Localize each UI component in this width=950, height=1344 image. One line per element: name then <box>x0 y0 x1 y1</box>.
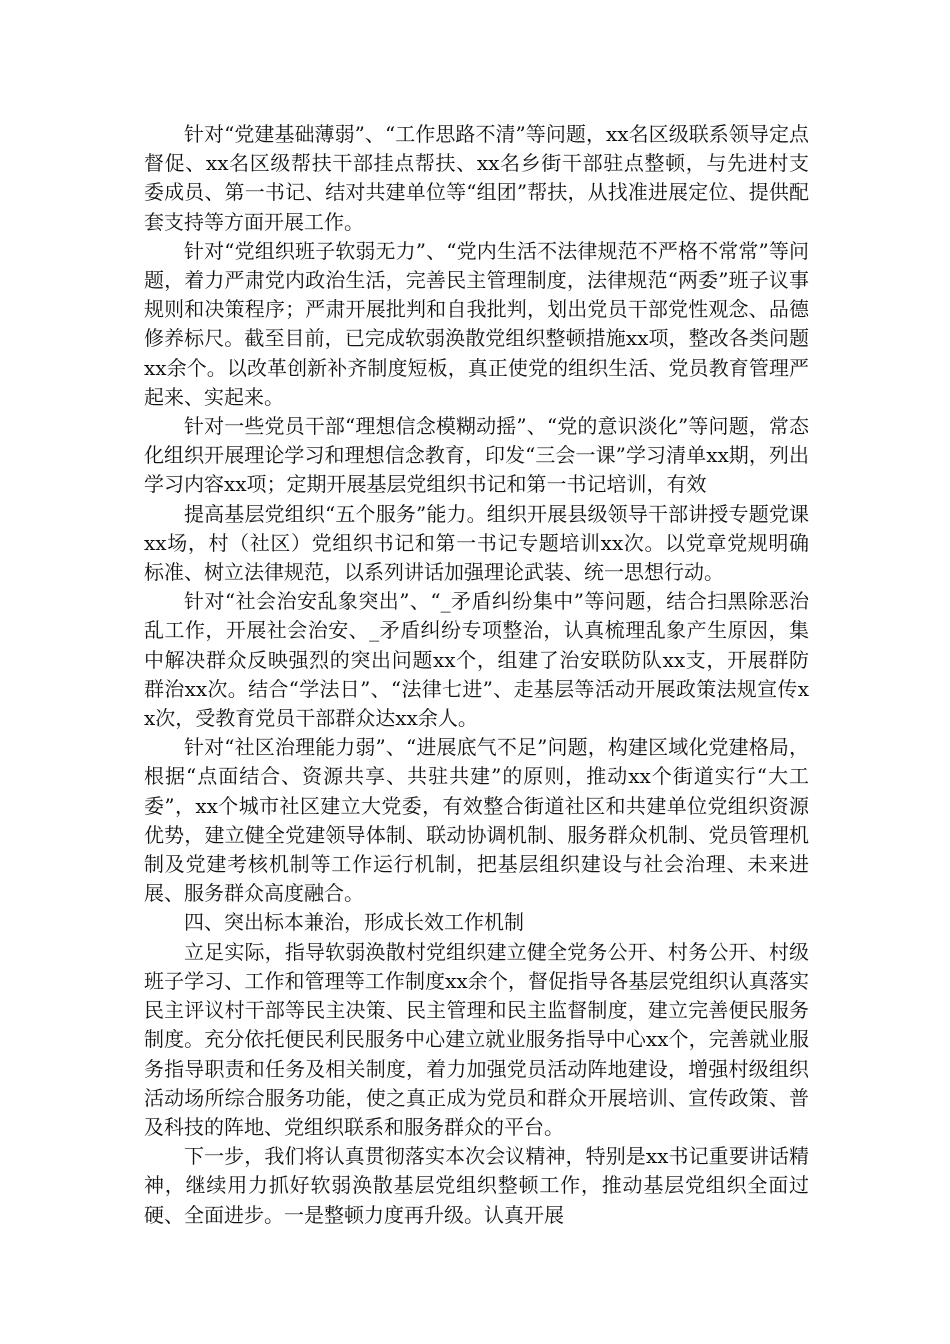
paragraph-next-steps: 下一步，我们将认真贯彻落实本次会议精神，特别是xx书记重要讲话精神，继续用力抓好软弱涣散基层党组织整顿工作，推动基层党组织全面过硬、全面进步。一是整顿力度再升级。认真开展 <box>144 1144 809 1227</box>
paragraph-five-services: 提高基层党组织“五个服务”能力。组织开展县级领导干部讲授专题党课xx场，村（社区）党组织书记和第一书记专题培训xx次。以党章党规明确标准、树立法律规范，以系列讲话加强理论武装、统一思想行动。 <box>144 501 809 585</box>
section-heading-four: 四、突出标本兼治，形成长效工作机制 <box>184 910 524 935</box>
paragraph-party-foundation: 针对“党建基础薄弱”、“工作思路不清”等问题，xx名区级联系领导定点督促、xx名区级帮扶干部挂点帮扶、xx名乡街干部驻点整顿，与先进村支委成员、第一书记、结对共建单位等“组团”帮扶，从找准进展定位、提供配套支持等方面开展工作。 <box>144 122 809 234</box>
paragraph-weak-leadership: 针对“党组织班子软弱无力”、“党内生活不法律规范不严格不常常”等问题，着力严肃党内政治生活，完善民主管理制度，法律规范“两委”班子议事规则和决策程序；严肃开展批判和自我批判，划出党员干部党性观念、品德修养标尺。截至目前，已完成软弱涣散党组织整顿措施xx项，整改各类问题xx余个。以改革创新补齐制度短板，真正使党的组织生活、党员教育管理严起来、实起来。 <box>144 238 809 409</box>
paragraph-long-term-mechanism: 立足实际，指导软弱涣散村党组织建立健全党务公开、村务公开、村级班子学习、工作和管理等工作制度xx余个，督促指导各基层党组织认真落实民主评议村干部等民主决策、民主管理和民主监督制度，建立完善便民服务制度。充分依托便民利民服务中心建立就业服务指导中心xx个，完善就业服务指导职责和任务及相关制度，着力加强党员活动阵地建设，增强村级组织活动场所综合服务功能，使之真正成为党员和群众开展培训、宣传政策、普及科技的阵地、党组织联系和服务群众的平台。 <box>144 939 809 1139</box>
paragraph-public-security: 针对“社会治安乱象突出”、“_矛盾纠纷集中”等问题，结合扫黑除恶治乱工作，开展社会治安、_矛盾纠纷专项整治，认真梳理乱象产生原因，集中解决群众反映强烈的突出问题xx个，组建了治安联防队xx支，开展群防群治xx次。结合“学法日”、“法律七进”、走基层等活动开展政策法规宣传xx次，受教育党员干部群众达xx余人。 <box>144 589 809 731</box>
paragraph-community-governance: 针对“社区治理能力弱”、“进展底气不足”问题，构建区域化党建格局，根据“点面结合、资源共享、共驻共建”的原则，推动xx个街道实行“大工委”，xx个城市社区建立大党委，有效整合街道社区和共建单位党组织资源优势，建立健全党建领导体制、联动协调机制、服务群众机制、党员管理机制及党建考核机制等工作运行机制，把基层组织建设与社会治理、未来进展、服务群众高度融合。 <box>144 735 809 906</box>
paragraph-ideals-belief: 针对一些党员干部“理想信念模糊动摇”、“党的意识淡化”等问题，常态化组织开展理论学习和理想信念教育，印发“三会一课”学习清单xx期，列出学习内容xx项；定期开展基层党组织书记和第一书记培训，有效 <box>144 414 809 497</box>
document-body <box>144 120 809 1230</box>
